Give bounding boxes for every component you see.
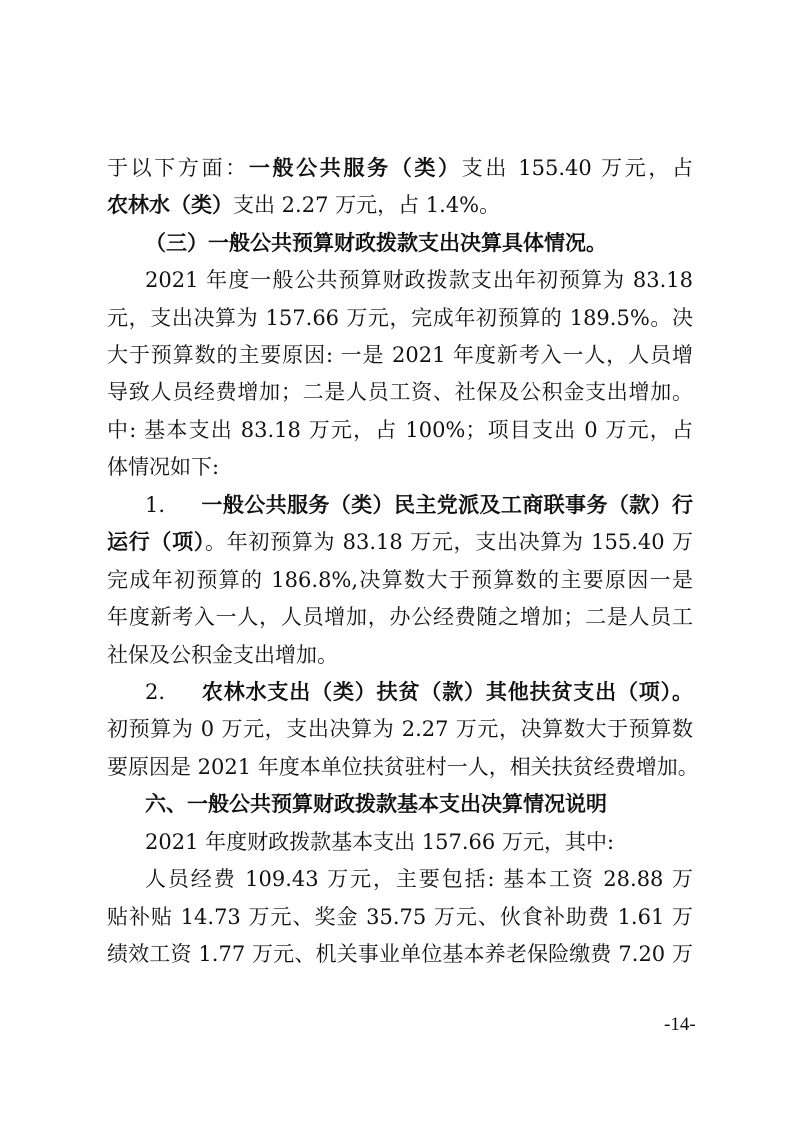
- bold-heading-text: 六、一般公共预算财政拨款基本支出决算情况说明: [145, 791, 607, 816]
- body-text: 。年初预算为 83.18 万元，支出决算为 155.40 万: [205, 530, 693, 554]
- text-line: [107, 340, 693, 370]
- bold-heading-text: 一般公共服务（类）民主党派及工商联事务（款）行: [201, 493, 693, 517]
- text-line: [145, 864, 693, 894]
- text-line: [107, 565, 693, 595]
- body-text: 元，支出决算为 157.66 万元，完成年初预算的 189.5%。决: [107, 306, 693, 330]
- body-text: 于以下方面：: [107, 156, 249, 180]
- text-line: [145, 827, 693, 857]
- body-text: 贴补贴 14.73 万元、奖金 35.75 万元、伙食补助费 1.61 万: [107, 905, 693, 929]
- text-line: [107, 190, 693, 220]
- body-text: 初预算为 0 万元，支出决算为 2.27 万元，决算数大于预算数: [107, 717, 693, 741]
- body-text: 体情况如下:: [107, 455, 220, 479]
- body-text: 支出 155.40 万元，占: [461, 156, 693, 180]
- text-line: [107, 377, 693, 407]
- body-text: 完成年初预算的 186.8%,决算数大于预算数的主要原因一是: [107, 568, 693, 592]
- bold-heading-text: 运行（项）: [107, 530, 206, 554]
- bold-heading-text: （三）一般公共预算财政拨款支出决算具体情况。: [145, 231, 607, 255]
- body-text: 导致人员经费增加；二是人员工资、社保及公积金支出增加。: [107, 380, 693, 404]
- text-line: [145, 265, 693, 295]
- text-line: [107, 602, 693, 632]
- text-line: [107, 527, 693, 557]
- body-text: 2.: [145, 680, 166, 704]
- text-line: [107, 415, 693, 445]
- body-text: 2021 年度财政拨款基本支出 157.66 万元，其中:: [145, 830, 615, 854]
- body-text: 2021 年度一般公共预算财政拨款支出年初预算为 83.18: [145, 268, 693, 292]
- body-text: 社保及公积金支出增加。: [107, 643, 338, 667]
- bold-heading-text: 一般公共服务（类）: [248, 156, 462, 180]
- bold-heading-text: 农林水支出（类）扶贫（款）其他扶贫支出（项）。: [201, 680, 693, 704]
- text-line: [145, 677, 693, 707]
- body-text: 中: 基本支出 83.18 万元，占 100%；项目支出 0 万元，占: [107, 418, 693, 442]
- text-line: [107, 939, 693, 969]
- text-line: [107, 153, 693, 183]
- body-text: 1.: [145, 493, 166, 517]
- body-text: 绩效工资 1.77 万元、机关事业单位基本养老保险缴费 7.20 万: [107, 942, 693, 966]
- body-text: 大于预算数的主要原因: 一是 2021 年度新考入一人，人员增: [107, 343, 693, 367]
- body-text: 人员经费 109.43 万元，主要包括: 基本工资 28.88 万: [145, 867, 693, 891]
- bold-heading-text: 农林水（类）: [107, 193, 233, 217]
- body-text: 要原因是 2021 年度本单位扶贫驻村一人，相关扶贫经费增加。: [107, 755, 699, 779]
- text-line: [145, 228, 693, 258]
- text-line: [107, 640, 693, 670]
- text-line: [107, 452, 693, 482]
- text-line: [107, 714, 693, 744]
- page-number: -14-: [664, 1014, 696, 1035]
- body-text: 支出 2.27 万元，占 1.4%。: [233, 193, 501, 217]
- text-line: [107, 752, 699, 782]
- body-text: 年度新考入一人，人员增加，办公经费随之增加；二是人员工: [107, 605, 693, 629]
- text-line: [107, 303, 693, 333]
- text-line: [145, 490, 693, 520]
- text-line: [107, 902, 693, 932]
- text-line: [145, 789, 693, 819]
